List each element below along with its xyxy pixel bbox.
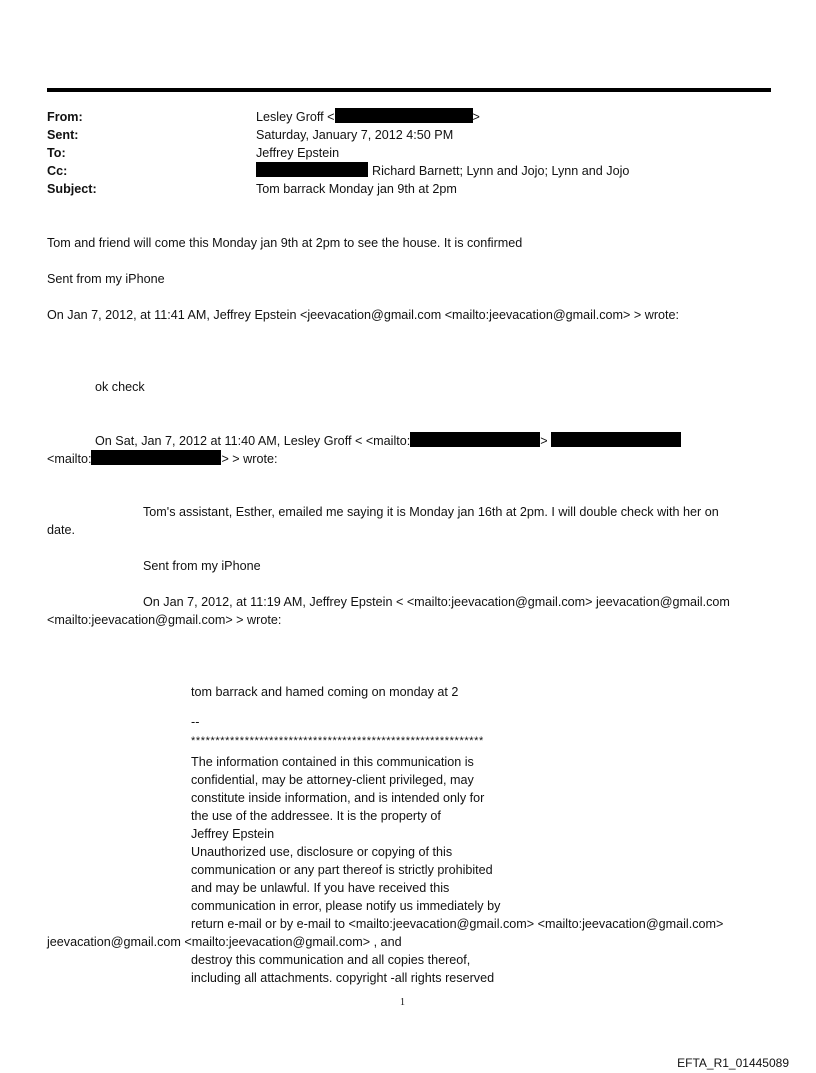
signature-dashes: --	[191, 715, 200, 729]
quote-header-2-close: >	[540, 434, 548, 448]
subject-row	[47, 180, 767, 198]
from-value	[256, 108, 480, 126]
disclaimer-line: Unauthorized use, disclosure or copying of this	[191, 845, 453, 859]
cc-label: Cc:	[47, 164, 68, 178]
from-label: From:	[47, 110, 83, 124]
cc-value: Richard Barnett; Lynn and Jojo; Lynn and Jojo	[372, 164, 630, 178]
sent-label: Sent:	[47, 128, 79, 142]
subject-label: Subject:	[47, 182, 97, 196]
cc-row	[47, 162, 767, 180]
disclaimer-line: The information contained in this communication is	[191, 755, 474, 769]
sent-value: Saturday, January 7, 2012 4:50 PM	[256, 128, 454, 142]
from-row	[47, 108, 767, 126]
reply-text: ok check	[95, 380, 145, 394]
redaction-block	[335, 108, 473, 123]
disclaimer-line: return e-mail or by e-mail to <mailto:jeevacation@gmail.com> <mailto:jeevacation@gmail.com>	[191, 917, 724, 931]
signature-stars: ************************************************************	[191, 735, 484, 747]
original-message: tom barrack and hamed coming on monday at 2	[191, 685, 459, 699]
quote-header-2-mailto: <mailto:	[47, 452, 92, 466]
disclaimer-line: destroy this communication and all copies thereof,	[191, 953, 471, 967]
redaction-block	[91, 450, 221, 465]
disclaimer-line: constitute inside information, and is intended only for	[191, 791, 485, 805]
redaction-block	[551, 432, 681, 447]
disclaimer-line: and may be unlawful. If you have received this	[191, 881, 450, 895]
quote-header-2-text: On Sat, Jan 7, 2012 at 11:40 AM, Lesley Groff < <mailto:	[95, 434, 411, 448]
from-close: >	[472, 110, 480, 124]
signature-2: Sent from my iPhone	[143, 559, 261, 573]
disclaimer-line: communication in error, please notify us immediately by	[191, 899, 501, 913]
email-header	[47, 108, 767, 198]
quote-header: On Jan 7, 2012, at 11:41 AM, Jeffrey Epstein <jeevacation@gmail.com <mailto:jeevacation@gmail.com> > wrote:	[47, 308, 680, 322]
quote-header-2	[95, 432, 681, 450]
disclaimer-line: Jeffrey Epstein	[191, 827, 275, 841]
quote-header-3-wrap: <mailto:jeevacation@gmail.com> > wrote:	[47, 613, 282, 627]
from-name: Lesley Groff <	[256, 110, 335, 124]
disclaimer-line: communication or any part thereof is strictly prohibited	[191, 863, 493, 877]
quote-header-2-cont	[47, 450, 277, 468]
redaction-block	[256, 162, 368, 177]
header-rule	[47, 88, 771, 92]
disclaimer-wrap: jeevacation@gmail.com <mailto:jeevacation@gmail.com> , and	[47, 935, 402, 949]
to-row	[47, 144, 767, 162]
reply-text-2: Tom's assistant, Esther, emailed me saying it is Monday jan 16th at 2pm. I will double check with her on	[143, 505, 719, 519]
sent-row	[47, 126, 767, 144]
cc-value-wrap	[256, 162, 629, 180]
to-value: Jeffrey Epstein	[256, 146, 340, 160]
reply-text-2-wrap: date.	[47, 523, 76, 537]
quote-header-2-wrote: > > wrote:	[221, 452, 278, 466]
redaction-block	[410, 432, 540, 447]
disclaimer-line: confidential, may be attorney-client privileged, may	[191, 773, 474, 787]
disclaimer-line: the use of the addressee. It is the property of	[191, 809, 441, 823]
quote-header-3: On Jan 7, 2012, at 11:19 AM, Jeffrey Epstein < <mailto:jeevacation@gmail.com> jeevacation@gmail.com	[143, 595, 730, 609]
disclaimer-line: including all attachments. copyright -all rights reserved	[191, 971, 495, 985]
page-number: 1	[400, 997, 405, 1008]
to-label: To:	[47, 146, 66, 160]
document-id: EFTA_R1_01445089	[677, 1056, 789, 1070]
subject-value: Tom barrack Monday jan 9th at 2pm	[256, 182, 457, 196]
signature: Sent from my iPhone	[47, 272, 165, 286]
message-body: Tom and friend will come this Monday jan 9th at 2pm to see the house. It is confirmed	[47, 236, 523, 250]
